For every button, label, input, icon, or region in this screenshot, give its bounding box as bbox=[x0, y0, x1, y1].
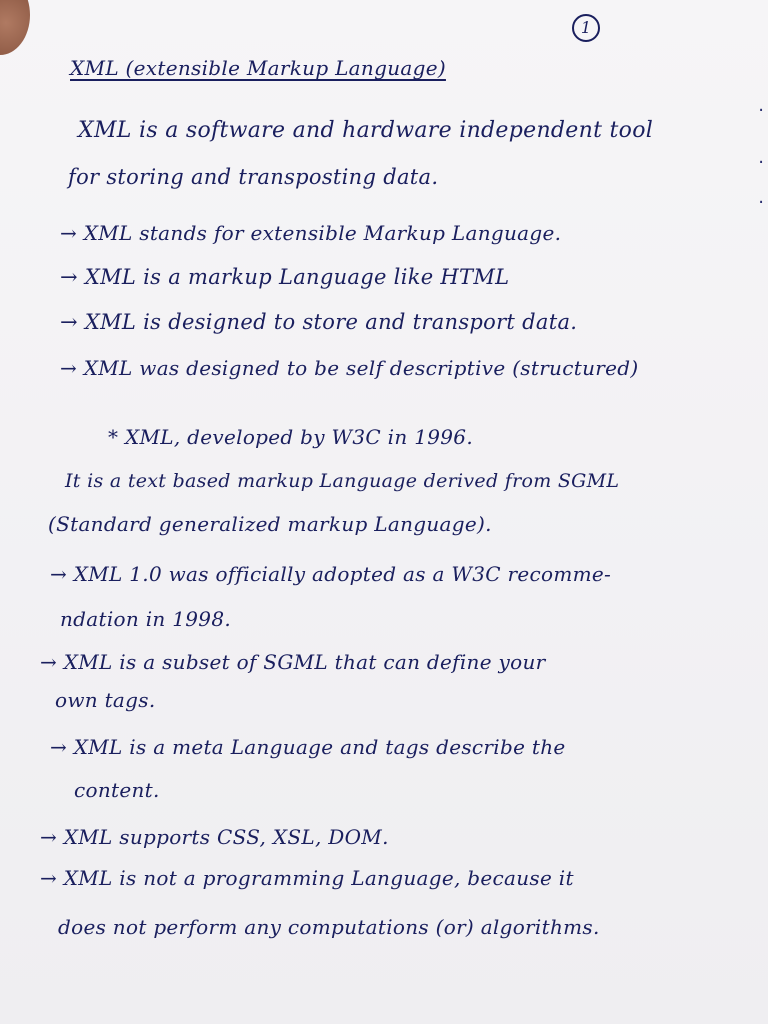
note-line: → XML is a subset of SGML that can define your bbox=[40, 650, 546, 674]
margin-mark: · bbox=[758, 100, 764, 121]
note-line: * XML, developed by W3C in 1996. bbox=[108, 425, 473, 449]
finger-edge bbox=[0, 0, 30, 55]
note-line: → XML supports CSS, XSL, DOM. bbox=[40, 825, 389, 849]
note-line: → XML is not a programming Language, because it bbox=[40, 866, 574, 890]
note-line: → XML 1.0 was officially adopted as a W3C recomme- bbox=[50, 562, 612, 586]
note-line: XML is a software and hardware independent tool bbox=[78, 118, 654, 143]
note-line: ndation in 1998. bbox=[60, 607, 232, 631]
note-line: does not perform any computations (or) algorithms. bbox=[58, 915, 600, 939]
margin-mark: · bbox=[758, 192, 764, 213]
note-line: → XML is a meta Language and tags describe the bbox=[50, 735, 566, 759]
page-number: 1 bbox=[572, 14, 600, 42]
note-line: → XML was designed to be self descriptive (structured) bbox=[60, 356, 639, 380]
note-title: XML (extensible Markup Language) bbox=[70, 56, 446, 80]
note-line: own tags. bbox=[55, 688, 156, 712]
note-line: for storing and transposting data. bbox=[68, 165, 439, 189]
margin-mark: · bbox=[758, 152, 764, 173]
note-line: It is a text based markup Language derived from SGML bbox=[65, 470, 620, 492]
note-line: content. bbox=[74, 778, 160, 802]
note-line: → XML stands for extensible Markup Language. bbox=[60, 221, 562, 245]
note-line: (Standard generalized markup Language). bbox=[48, 512, 492, 536]
note-line: → XML is designed to store and transport data. bbox=[60, 310, 578, 334]
note-line: → XML is a markup Language like HTML bbox=[60, 265, 510, 289]
